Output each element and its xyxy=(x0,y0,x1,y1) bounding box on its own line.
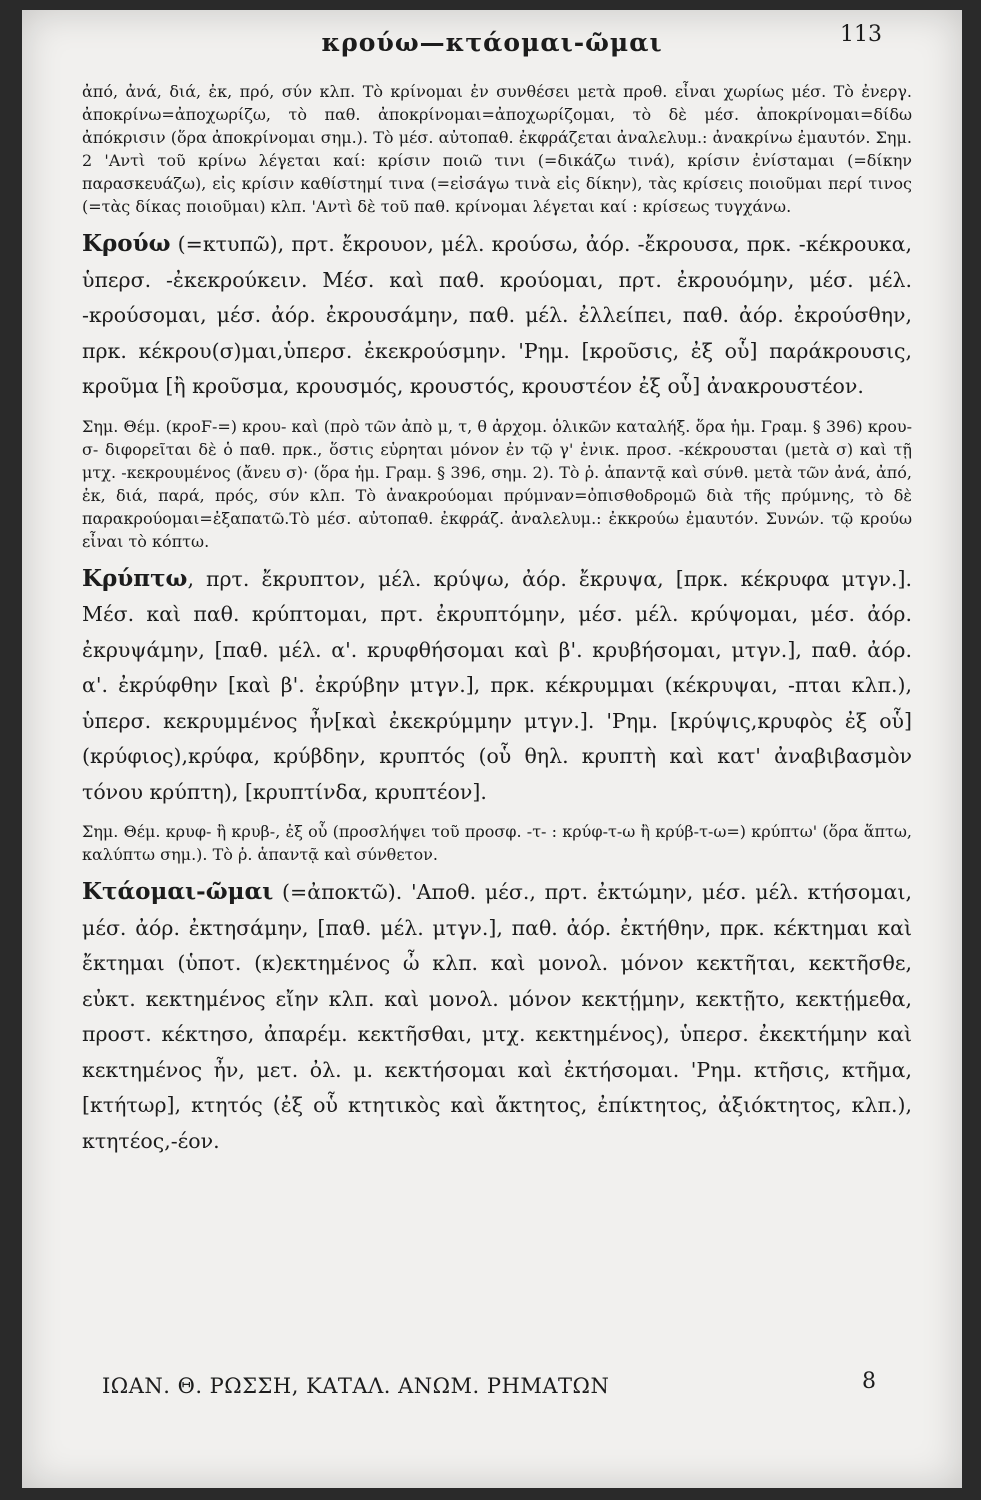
page-body xyxy=(82,80,912,1159)
entry-ktaomai xyxy=(82,874,912,1159)
note-paragraph xyxy=(82,820,912,866)
entry-text: (=ἀποκτῶ). 'Αποθ. μέσ., πρτ. ἐκτώμην, μέσ. μέλ. κτήσομαι, μέσ. ἀόρ. ἐκτησάμην, [παθ. μέλ. μτγν.], παθ. ἀόρ. ἐκτήθην, πρκ. κέκτημαι καὶ ἔκτημαι (ὑποτ. (κ)εκτημένος ὦ κλπ. καὶ μονολ. μόνον κεκτῆται, κεκτῆσθε, εὐκτ. κεκτημένος εἴην κλπ. καὶ μονολ. μόνον κεκτῄμην, κεκτῇτο, κεκτῄμεθα, προστ. κέκτησο, ἀπαρέμ. κεκτῆσθαι, μτχ. κεκτημένος), ὑπερσ. ἐκεκτήμην καὶ κεκτημένος ἦν, μετ. ὀλ. μ. κεκτήσομαι καὶ ἐκτήσομαι. 'Ρημ. κτῆσις, κτῆμα, [κτήτωρ], κτητός (ἐξ οὗ κτητικὸς καὶ ἄκτητος, ἐπίκτητος, ἀξιόκτητος, κλπ.), κτητέος,-έον. xyxy=(82,880,912,1153)
entry-text: (=κτυπῶ), πρτ. ἔκρουον, μέλ. κρούσω, ἀόρ. -ἔκρουσα, πρκ. -κέκρουκα, ὑπερσ. -ἐκεκρούκειν. Μέσ. καὶ παθ. κρούομαι, πρτ. ἐκρουόμην, μέσ. μέλ. -κρούσομαι, μέσ. ἀόρ. ἐκρουσάμην, παθ. μέλ. ἐλλείπει, παθ. ἀόρ. ἐκρούσθην, πρκ. κέκρου(σ)μαι,ὑπερσ. ἐκεκρούσμην. 'Ρημ. [κροῦσις, ἐξ οὗ] παράκρουσις, κροῦμα [ἢ κροῦσμα, κρουσμός, κρουστός, κρουστέον ἐξ οὗ] ἀνακρουστέον. xyxy=(82,232,912,398)
entry-krypto xyxy=(82,561,912,811)
signature-mark: 8 xyxy=(862,1369,876,1394)
note-paragraph xyxy=(82,80,912,218)
entry-text: , πρτ. ἔκρυπτον, μέλ. κρύψω, ἀόρ. ἔκρυψα, [πρκ. κέκρυφα μτγν.]. Μέσ. καὶ παθ. κρύπτομαι, πρτ. ἐκρυπτόμην, μέσ. μέλ. κρύψομαι, μέσ. ἀόρ. ἐκρυψάμην, [παθ. μέλ. α'. κρυφθήσομαι καὶ β'. κρυβήσομαι, μτγν.], παθ. ἀόρ. α'. ἐκρύφθην [καὶ β'. ἐκρύβην μτγν.], πρκ. κέκρυμμαι (κέκρυψαι, -πται κλπ.), ὑπερσ. κεκρυμμένος ἦν[καὶ ἐκεκρύμμην μτγν.]. 'Ρημ. [κρύψις,κρυφὸς ἐξ οὗ] (κρύφιος),κρύφα, κρύβδην, κρυπτός (οὗ θηλ. κρυπτὴ καὶ κατ' ἀναβιβασμὸν τόνου κρύπτη), [κρυπτίνδα, κρυπτέον]. xyxy=(82,566,912,804)
book-page xyxy=(22,10,962,1488)
note-paragraph xyxy=(82,415,912,553)
entry-krouo xyxy=(82,226,912,405)
note-text: ἀπό, ἀνά, διά, ἐκ, πρό, σύν κλπ. Τὸ κρίνομαι ἐν συνθέσει μετὰ προθ. εἶναι χωρίως μέσ. Τὸ ἐνεργ. ἀποκρίνω=ἀποχωρίζω, τὸ παθ. ἀποκρίνομαι=ἀποχωρίζομαι, τὸ δὲ μέσ. ἀποκρίνομαι=δίδω ἀπόκρισιν (ὅρα ἀποκρίνομαι σημ.). Τὸ μέσ. αὐτοπαθ. ἐκφράζεται ἀναλελυμ.: ἀνακρίνω ἐμαυτόν. Σημ. 2 'Αντὶ τοῦ κρίνω λέγεται καί: κρίσιν ποιῶ τινι (=δικάζω τινά), κρίσιν ἐνίσταμαι (=δίκην παρασκευάζω), εἰς κρίσιν καθίστημί τινα (=εἰσάγω τινὰ εἰς δίκην), τὰς κρίσεις ποιοῦμαι περί τινος (=τὰς δίκας ποιοῦμαι) κλπ. 'Αντὶ δὲ τοῦ παθ. κρίνομαι λέγεται καί : κρίσεως τυγχάνω. xyxy=(82,82,912,216)
note-text: Σημ. Θέμ. κρυφ- ἢ κρυβ-, ἐξ οὗ (προσλήψει τοῦ προσφ. -τ- : κρύφ-τ-ω ἢ κρύβ-τ-ω=) κρύπτω' (ὅρα ἅπτω, καλύπτω σημ.). Τὸ ῥ. ἁπαντᾷ καὶ σύνθετον. xyxy=(82,822,912,864)
page-number: 113 xyxy=(840,22,882,47)
footer-imprint: ΙΩΑΝ. Θ. ΡΩΣΣΗ, ΚΑΤΑΛ. ΑΝΩΜ. ΡΗΜΑΤΩΝ xyxy=(102,1374,610,1398)
entry-headword: Κρούω xyxy=(82,230,171,257)
entry-headword: Κτάομαι-ῶμαι xyxy=(82,878,274,905)
entry-headword: Κρύπτω xyxy=(82,564,188,592)
running-head: κρούω—κτάομαι-ῶμαι xyxy=(321,28,663,57)
note-text: Σημ. Θέμ. (κροϜ-=) κρου- καὶ (πρὸ τῶν ἀπὸ μ, τ, θ ἀρχομ. ὁλικῶν καταλήξ. ὅρα ἡμ. Γραμ. § 396) κρου-σ- διφορεῖται δὲ ὁ παθ. πρκ., ὅστις εὑρηται μόνον ἐν τῷ γ' ἑνικ. προσ. -κέκρουσται (μετὰ σ) καὶ τῇ μτχ. -κεκρουμένος (ἄνευ σ)· (ὅρα ἡμ. Γραμ. § 396, σημ. 2). Τὸ ῥ. ἁπαντᾷ καὶ σύνθ. μετὰ τῶν ἀνά, ἀπό, ἐκ, διά, παρά, πρός, σύν κλπ. Τὸ ἀνακρούομαι πρύμναν=ὀπισθοδρομῶ διὰ τῆς πρύμνης, τὸ δὲ παρακρούομαι=ἐξαπατῶ.Τὸ μέσ. αὐτοπαθ. ἐκφράζ. ἀναλελυμ.: ἐκκρούω ἐμαυτόν. Συνών. τῷ κρούω εἶναι τὸ κόπτω. xyxy=(82,416,912,551)
